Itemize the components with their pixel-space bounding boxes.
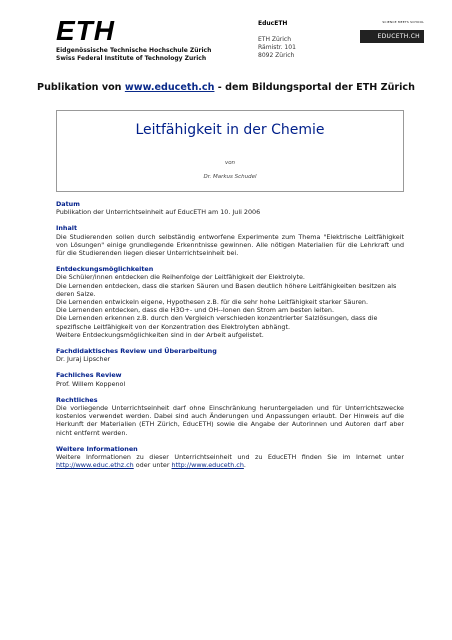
discovery-line: Die Lernenden entdecken, dass die H3O+- und OH--Ionen den Strom am besten leiten. xyxy=(56,306,335,315)
eth-logo-block xyxy=(56,15,256,63)
discovery-line: Die Schüler/innen entdecken die Reihenfolge der Leitfähigkeit der Elektrolyte. xyxy=(56,273,305,282)
section-text: Prof. Willem Koppenol xyxy=(56,379,126,388)
section-heading: Fachliches Review xyxy=(56,371,122,380)
address-line: 8092 Zürich xyxy=(258,52,295,59)
section-fachdidaktik xyxy=(56,347,404,363)
author-name: Dr. Markus Schudel xyxy=(203,174,257,180)
by-label: von xyxy=(224,160,236,166)
publication-suffix: - dem Bildungsportal der ETH Zürich xyxy=(214,82,415,93)
section-text xyxy=(56,453,404,469)
section-datum xyxy=(56,200,404,216)
discovery-line: Die Lernenden entdecken, dass die starken Säuren und Basen deutlich höhere Leitfähigkeiten besitzen als deren Salze. xyxy=(56,281,397,298)
section-text: Die vorliegende Unterrichtseinheit darf ohne Einschränkung heruntergeladen und für Unterrichtszwecke kostenlos verwendet werden. Dabei sind auch Änderungen und Anpassungen erlaubt. Der Hinweis auf die Herkunft der Materialien (ETH Zürich, EducETH) sowie die Angabe der Autorinnen und Autoren darf aber nicht entfernt werden. xyxy=(56,404,404,437)
discovery-line: Weitere Entdeckungsmöglichkeiten sind in der Arbeit aufgelistet. xyxy=(56,330,264,339)
section-heading: Entdeckungsmöglichkeiten xyxy=(56,265,154,274)
publication-line xyxy=(0,82,452,93)
section-heading: Rechtliches xyxy=(56,395,98,404)
section-fachlich xyxy=(56,371,404,387)
section-rechtliches xyxy=(56,396,404,437)
section-heading: Fachdidaktisches Review und Überarbeitung xyxy=(56,347,217,356)
title-box xyxy=(56,110,404,192)
weitere-text: Weitere Informationen zu dieser Unterrichtseinheit und zu EducETH finden Sie im Internet unter xyxy=(56,453,404,462)
document-body xyxy=(56,200,404,477)
institution-name-en: Swiss Federal Institute of Technology Zurich xyxy=(56,55,207,62)
eth-logo: ETH xyxy=(56,15,115,46)
weitere-text: . xyxy=(243,461,246,470)
document-title: Leitfähigkeit in der Chemie xyxy=(135,122,325,138)
section-text: Publikation der Unterrichtseinheit auf EducETH am 10. Juli 2006 xyxy=(56,208,261,217)
brand-badge: EDUCETH.CH xyxy=(360,30,424,43)
section-text: Die Studierenden sollen durch selbständig entworfene Experimente zum Thema "Elektrische Leitfähigkeit von Lösungen" einige grundlegende Erkenntnisse gewinnen. Alle nötigen Materialien für die Lehrkraft und für die Studierenden liegen dieser Unterrichtseinheit bei. xyxy=(56,232,404,258)
address-line: Rämistr. 101 xyxy=(258,44,296,51)
section-heading: Weitere Informationen xyxy=(56,444,138,453)
address-line: ETH Zürich xyxy=(258,36,292,43)
section-weitere xyxy=(56,445,404,470)
educeth-ch-link[interactable]: http://www.educeth.ch xyxy=(171,461,244,470)
publication-prefix: Publikation von xyxy=(37,82,125,93)
section-entdeckung xyxy=(56,265,404,339)
institution-name-de: Eidgenössische Technische Hochschule Zürich xyxy=(56,47,212,54)
educ-ethz-link[interactable]: http://www.educ.ethz.ch xyxy=(56,461,134,470)
discovery-line: Die Lernenden erkennen z.B. durch den Vergleich verschieden konzentrierter Salzlösungen, dass die spezifische Leitfähigkeit von der Konzentration des Elektrolyten abhängt. xyxy=(56,314,378,331)
section-inhalt xyxy=(56,224,404,257)
brand-tagline: SCIENCE MEETS SCHOOL xyxy=(382,20,424,24)
section-heading: Inhalt xyxy=(56,224,78,233)
weitere-text: oder unter xyxy=(133,461,172,470)
address-block xyxy=(258,20,296,60)
org-name: EducETH xyxy=(258,20,288,27)
discovery-line: Die Lernenden entwickeln eigene, Hypothesen z.B. für die sehr hohe Leitfähigkeit starker Säuren. xyxy=(56,298,368,307)
section-text: Dr. Juraj Lipscher xyxy=(56,355,111,364)
section-heading: Datum xyxy=(56,200,80,208)
educeth-link[interactable]: www.educeth.ch xyxy=(124,82,215,93)
educeth-brand xyxy=(360,20,424,43)
